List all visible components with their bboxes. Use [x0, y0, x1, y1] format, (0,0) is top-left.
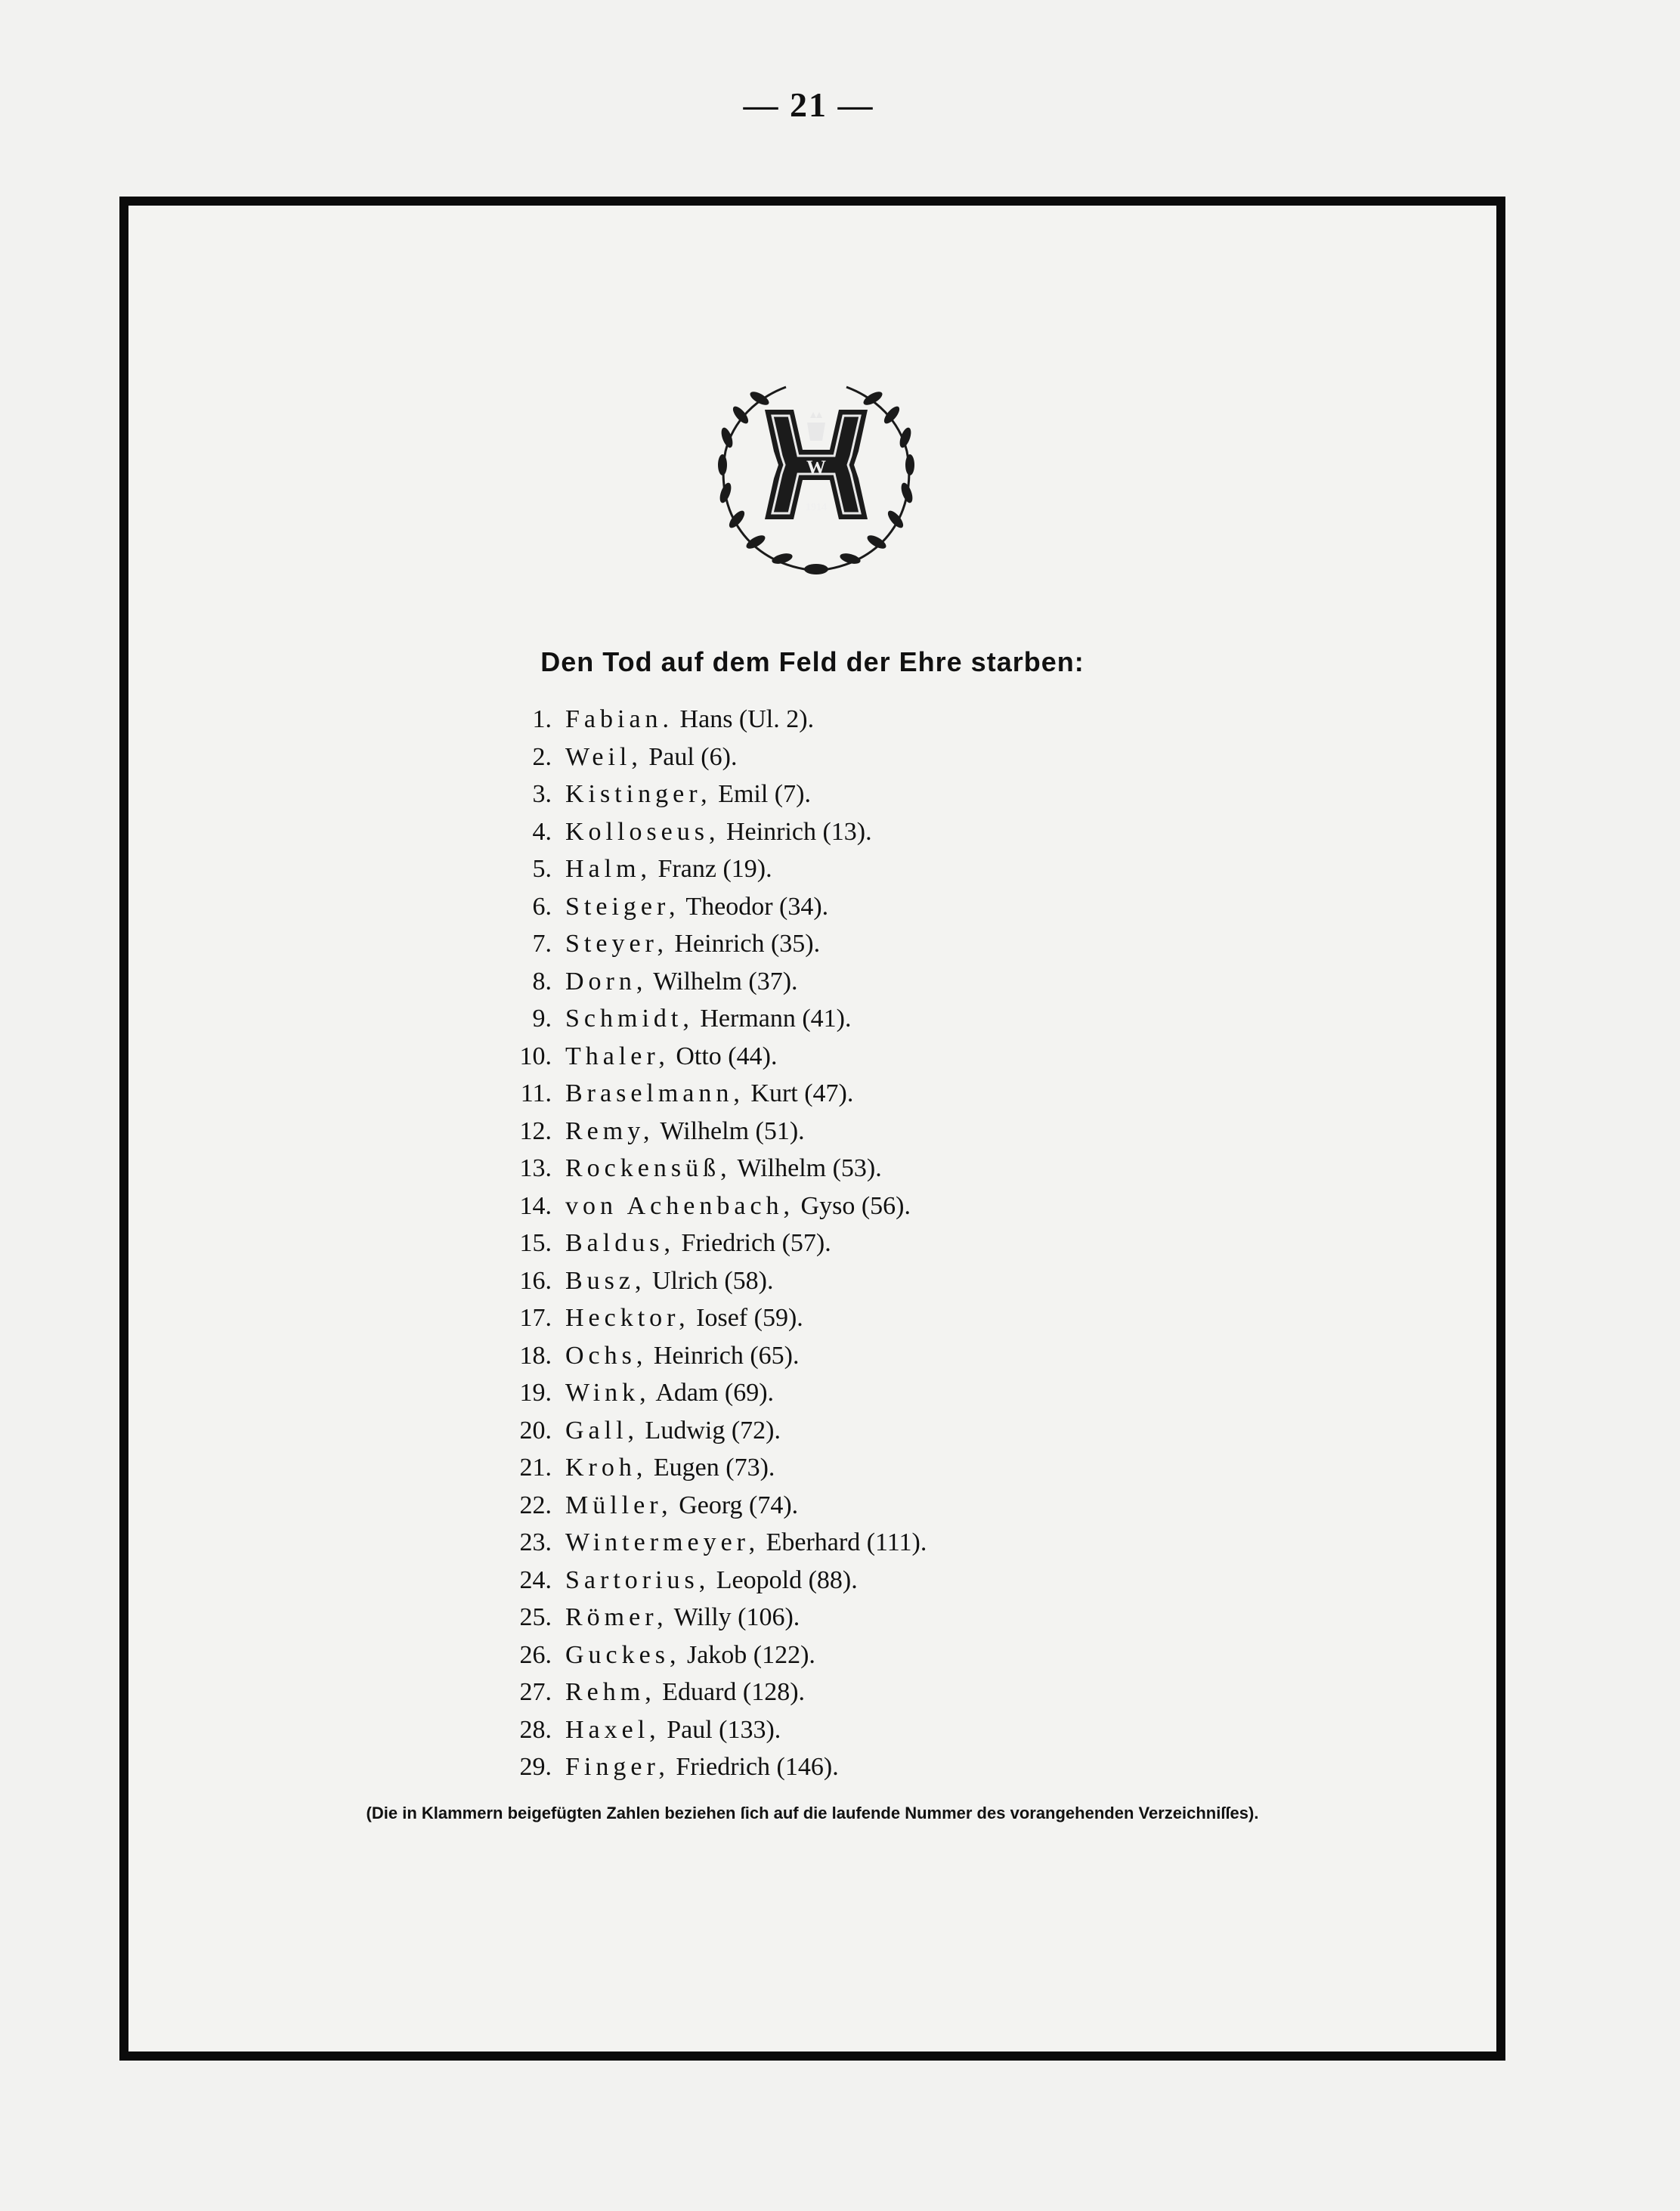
entry-number: 21. — [519, 1454, 552, 1482]
entry-number: 6. — [532, 892, 552, 921]
entry-number: 11. — [520, 1079, 552, 1107]
entry-surname: Guckes, — [565, 1640, 681, 1669]
entry-details: Wilhelm (53). — [737, 1154, 882, 1182]
entry-details: Leopold (88). — [716, 1565, 858, 1594]
list-item — [499, 1188, 927, 1225]
entry-details: Paul (133). — [667, 1715, 781, 1744]
list-item — [499, 776, 927, 813]
list-item — [499, 963, 927, 1001]
entry-details: Heinrich (65). — [653, 1341, 800, 1370]
entry-number: 27. — [519, 1678, 552, 1706]
entry-surname: Kroh, — [565, 1454, 648, 1482]
entry-details: Otto (44). — [676, 1042, 778, 1070]
list-item — [499, 1262, 927, 1300]
entry-surname: Hecktor, — [565, 1304, 690, 1332]
entry-surname: Schmidt, — [565, 1005, 694, 1033]
footnote: (Die in Klammern beigefügten Zahlen beziehen ſich auf die laufende Nummer des vorangehenden Verzeichniſſes). — [366, 1804, 1259, 1822]
entry-number: 15. — [519, 1229, 552, 1257]
entry-number: 13. — [519, 1154, 552, 1182]
list-item — [499, 1599, 927, 1637]
entry-number: 16. — [519, 1266, 552, 1295]
entry-number: 23. — [519, 1528, 552, 1556]
entry-number: 8. — [532, 967, 552, 996]
entry-surname: Gall, — [565, 1416, 639, 1445]
entry-number: 19. — [519, 1379, 552, 1407]
entry-number: 20. — [519, 1416, 552, 1445]
entry-details: Hermann (41). — [700, 1005, 852, 1033]
entry-details: Emil (7). — [718, 780, 811, 808]
entry-surname: Dorn, — [565, 967, 648, 996]
entry-surname: Steiger, — [565, 892, 680, 921]
entry-surname: Baldus, — [565, 1229, 675, 1257]
entry-surname: Wink, — [565, 1379, 651, 1407]
list-item — [499, 1000, 927, 1038]
list-item — [499, 1337, 927, 1375]
list-item — [499, 1038, 927, 1076]
entry-surname: von Achenbach, — [565, 1191, 795, 1220]
entry-surname: Ochs, — [565, 1341, 648, 1370]
entry-number: 5. — [532, 855, 552, 883]
page-number: — 21 — — [743, 85, 874, 124]
cross-year: 1914 — [806, 502, 827, 513]
entry-number: 2. — [532, 742, 552, 771]
entry-details: Ludwig (72). — [645, 1416, 781, 1445]
entry-number: 25. — [519, 1603, 552, 1631]
entry-details: Jakob (122). — [686, 1640, 815, 1669]
iron-cross-icon — [703, 368, 930, 587]
entry-surname: Rockensüß, — [565, 1154, 732, 1182]
entry-surname: Remy, — [565, 1116, 654, 1145]
entry-details: Friedrich (57). — [681, 1229, 831, 1257]
list-item — [499, 1449, 927, 1487]
entry-surname: Weil, — [565, 742, 642, 771]
entry-number: 4. — [532, 817, 552, 846]
entry-surname: Busz, — [565, 1266, 646, 1295]
entry-details: Georg (74). — [679, 1491, 799, 1519]
entry-surname: Rehm, — [565, 1678, 656, 1706]
casualty-list — [499, 701, 927, 1786]
list-item — [499, 1562, 927, 1599]
list-item — [499, 1711, 927, 1749]
list-item — [499, 813, 927, 851]
entry-number: 3. — [532, 780, 552, 808]
entry-number: 17. — [519, 1304, 552, 1332]
entry-details: Heinrich (13). — [726, 817, 872, 846]
entry-surname: Sartorius, — [565, 1565, 710, 1594]
entry-details: Gyso (56). — [800, 1191, 911, 1220]
entry-surname: Halm, — [565, 855, 652, 883]
entry-surname: Römer, — [565, 1603, 668, 1631]
entry-details: Kurt (47). — [750, 1079, 854, 1107]
entry-details: Adam (69). — [655, 1379, 775, 1407]
entry-details: Eduard (128). — [662, 1678, 806, 1706]
cross-letter: W — [806, 457, 826, 478]
list-item — [499, 888, 927, 926]
entry-details: Eugen (73). — [653, 1454, 775, 1482]
entry-surname: Fabian. — [565, 705, 674, 733]
list-item — [499, 1412, 927, 1450]
list-item — [499, 1487, 927, 1525]
entry-surname: Wintermeyer, — [565, 1528, 760, 1556]
entry-surname: Kolloseus, — [565, 817, 720, 846]
entry-surname: Steyer, — [565, 930, 668, 958]
entry-number: 10. — [519, 1042, 552, 1070]
list-item — [499, 925, 927, 963]
entry-number: 29. — [519, 1753, 552, 1781]
entry-number: 9. — [532, 1005, 552, 1033]
entry-number: 26. — [519, 1640, 552, 1669]
list-item — [499, 1113, 927, 1150]
list-item — [499, 1150, 927, 1188]
entry-details: Ulrich (58). — [652, 1266, 774, 1295]
entry-surname: Finger, — [565, 1753, 670, 1781]
list-item — [499, 1637, 927, 1674]
entry-details: Franz (19). — [657, 855, 772, 883]
memorial-heading: Den Tod auf dem Feld der Ehre starben: — [540, 646, 1084, 677]
entry-number: 14. — [519, 1191, 552, 1220]
list-item — [499, 850, 927, 888]
entry-surname: Braselmann, — [565, 1079, 744, 1107]
entry-number: 28. — [519, 1715, 552, 1744]
entry-details: Iosef (59). — [696, 1304, 803, 1332]
memorial-frame — [119, 197, 1505, 2061]
list-item — [499, 701, 927, 739]
entry-surname: Thaler, — [565, 1042, 670, 1070]
entry-details: Wilhelm (51). — [660, 1116, 805, 1145]
list-item — [499, 739, 927, 776]
list-item — [499, 1374, 927, 1412]
entry-number: 1. — [532, 705, 552, 733]
entry-number: 7. — [532, 930, 552, 958]
entry-details: Willy (106). — [673, 1603, 800, 1631]
entry-surname: Müller, — [565, 1491, 673, 1519]
list-item — [499, 1748, 927, 1786]
list-item — [499, 1225, 927, 1262]
list-item — [499, 1524, 927, 1562]
entry-details: Hans (Ul. 2). — [679, 705, 815, 733]
entry-number: 12. — [519, 1116, 552, 1145]
list-item — [499, 1674, 927, 1711]
entry-details: Wilhelm (37). — [653, 967, 798, 996]
entry-details: Friedrich (146). — [676, 1753, 839, 1781]
list-item — [499, 1299, 927, 1337]
entry-number: 24. — [519, 1565, 552, 1594]
entry-surname: Haxel, — [565, 1715, 661, 1744]
entry-number: 22. — [519, 1491, 552, 1519]
entry-details: Heinrich (35). — [674, 930, 821, 958]
entry-details: Eberhard (111). — [766, 1528, 927, 1556]
entry-details: Paul (6). — [648, 742, 738, 771]
entry-details: Theodor (34). — [685, 892, 829, 921]
entry-surname: Kistinger, — [565, 780, 712, 808]
entry-number: 18. — [519, 1341, 552, 1370]
list-item — [499, 1075, 927, 1113]
